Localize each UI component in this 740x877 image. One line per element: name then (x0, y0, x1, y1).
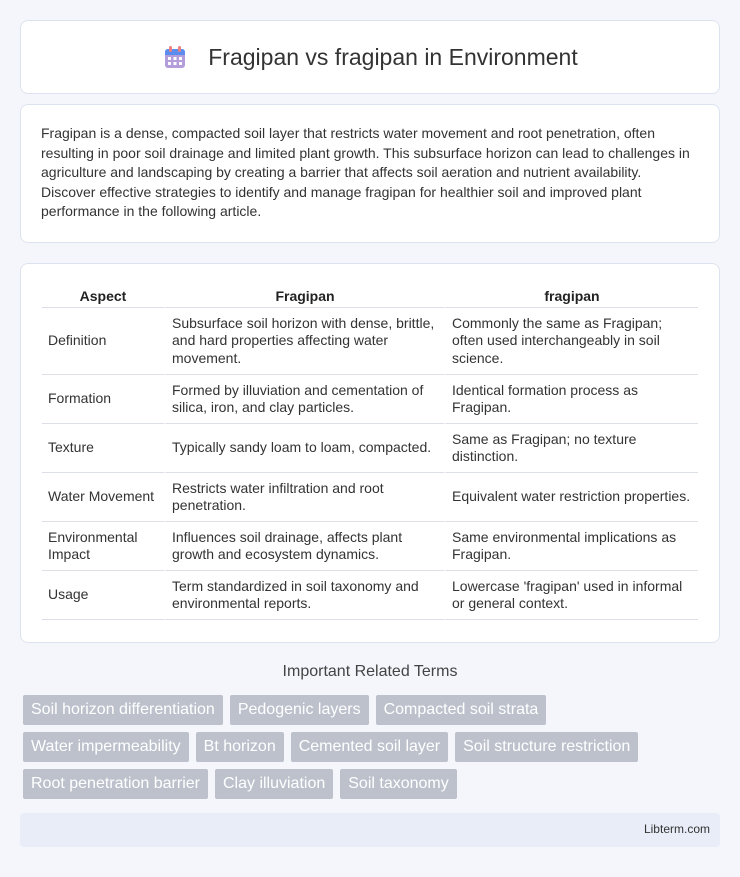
table-cell: Influences soil drainage, affects plant growth and ecosystem dynamics. (164, 522, 444, 571)
table-row (42, 571, 698, 620)
tag-compacted-soil-strata[interactable]: Compacted soil strata (376, 695, 547, 725)
tag-row (23, 769, 723, 799)
table-cell: Equivalent water restriction properties. (444, 473, 698, 522)
tag-clay-illuviation[interactable]: Clay illuviation (215, 769, 333, 799)
table-cell: Restricts water infiltration and root penetration. (164, 473, 444, 522)
table-cell: Usage (42, 571, 164, 620)
table-cell: Texture (42, 424, 164, 473)
tag-pedogenic-layers[interactable]: Pedogenic layers (230, 695, 369, 725)
comparison-card (20, 263, 720, 643)
tag-row (23, 695, 723, 725)
table-cell: Identical formation process as Fragipan. (444, 375, 698, 424)
table-cell: Water Movement (42, 473, 164, 522)
table-row (42, 522, 698, 571)
tag-water-impermeability[interactable]: Water impermeability (23, 732, 189, 762)
related-terms-title: Important Related Terms (282, 663, 458, 680)
tag-soil-horizon-differentiation[interactable]: Soil horizon differentiation (23, 695, 223, 725)
header-aspect: Aspect (42, 284, 164, 308)
table-cell: Definition (42, 308, 164, 375)
tag-soil-taxonomy[interactable]: Soil taxonomy (340, 769, 457, 799)
table-cell: Term standardized in soil taxonomy and environmental reports. (164, 571, 444, 620)
page-title: Fragipan vs fragipan in Environment (208, 43, 578, 70)
footer-site-link[interactable]: Libterm.com (643, 822, 710, 836)
header-fragipan-lowercase: fragipan (444, 284, 698, 308)
calendar-icon (162, 44, 188, 70)
table-cell: Commonly the same as Fragipan; often used interchangeably in soil science. (444, 308, 698, 375)
table-row (42, 308, 698, 375)
table-header-row (42, 284, 698, 308)
table-row (42, 473, 698, 522)
table-row (42, 375, 698, 424)
table-cell: Typically sandy loam to loam, compacted. (164, 424, 444, 473)
tag-bt-horizon[interactable]: Bt horizon (196, 732, 284, 762)
tag-cemented-soil-layer[interactable]: Cemented soil layer (291, 732, 448, 762)
related-terms-tags (23, 695, 723, 806)
table-cell: Lowercase 'fragipan' used in informal or general context. (444, 571, 698, 620)
table-cell: Formation (42, 375, 164, 424)
tag-root-penetration-barrier[interactable]: Root penetration barrier (23, 769, 208, 799)
tag-soil-structure-restriction[interactable]: Soil structure restriction (455, 732, 638, 762)
table-cell: Same as Fragipan; no texture distinction. (444, 424, 698, 473)
table-cell: Environmental Impact (42, 522, 164, 571)
intro-text: Fragipan is a dense, compacted soil layer that restricts water movement and root penetration, often resulting in poor soil drainage and limited plant growth. This subsurface horizon can lead to challenges in agriculture and landscaping by creating a barrier that affects soil aeration and nutrient availability. Discover effective strategies to identify and manage fragipan for healthier soil and improved plant performance in the following article. (41, 125, 690, 219)
comparison-table (42, 284, 698, 620)
header-fragipan: Fragipan (164, 284, 444, 308)
footer (20, 813, 720, 847)
table-cell: Subsurface soil horizon with dense, brittle, and hard properties affecting water movement. (164, 308, 444, 375)
table-cell: Same environmental implications as Fragipan. (444, 522, 698, 571)
table-cell: Formed by illuviation and cementation of silica, iron, and clay particles. (164, 375, 444, 424)
tag-row (23, 732, 723, 762)
table-row (42, 424, 698, 473)
intro-card (20, 104, 720, 243)
header-card (20, 20, 720, 94)
